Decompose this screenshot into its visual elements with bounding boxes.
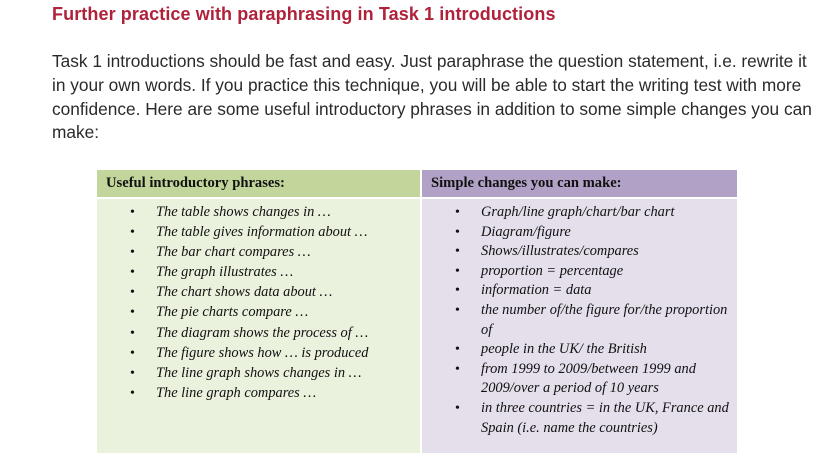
list-item: [97, 243, 414, 263]
list-item-text: The graph illustrates …: [156, 264, 294, 281]
list-item-text: in three countries = in the UK, France and Spain (i.e. name the countries): [481, 399, 729, 436]
list-item-text: The chart shows data about …: [156, 284, 333, 301]
bullet-icon: •: [455, 400, 460, 416]
bullet-icon: •: [130, 225, 135, 241]
list-item: [97, 203, 414, 223]
list-item: [422, 301, 731, 340]
useful-phrases-cell: [97, 198, 421, 453]
bullet-icon: •: [130, 385, 135, 401]
list-item-text: information = data: [481, 282, 592, 299]
useful-phrases-list: [97, 203, 414, 403]
bullet-icon: •: [130, 345, 135, 361]
list-item-text: The table gives information about …: [156, 224, 368, 241]
bullet-icon: •: [455, 205, 460, 220]
list-item: [422, 340, 731, 360]
list-item: [97, 283, 414, 303]
bullet-icon: •: [455, 283, 460, 299]
list-item: [97, 344, 414, 364]
useful-phrases-header: Useful introductory phrases:: [97, 170, 421, 198]
simple-changes-cell: [421, 198, 737, 453]
bullet-icon: •: [130, 365, 135, 381]
list-item-text: Graph/line graph/chart/bar chart: [481, 204, 675, 220]
intro-paragraph: Task 1 introductions should be fast and easy. Just paraphrase the question statement, i.e. rewrite it in your own words. If you practice this technique, you will be able to start the writing test with more confidence. Here are some useful introductory phrases in addition to some simple changes you can make:: [52, 51, 812, 143]
bullet-icon: •: [455, 302, 460, 318]
simple-changes-list: [422, 203, 731, 438]
bullet-icon: •: [130, 205, 135, 220]
page-title: Further practice with paraphrasing in Task 1 introductions: [52, 4, 556, 24]
bullet-icon: •: [130, 265, 135, 281]
list-item-text: Diagram/figure: [481, 223, 571, 240]
list-item: [97, 324, 414, 344]
bullet-icon: •: [130, 285, 135, 301]
list-item: [97, 223, 414, 243]
list-item-text: The bar chart compares …: [156, 244, 311, 261]
bullet-icon: •: [455, 361, 460, 377]
list-item: [422, 262, 731, 282]
list-item-text: proportion = percentage: [481, 262, 624, 279]
bullet-icon: •: [455, 342, 460, 358]
bullet-icon: •: [455, 244, 460, 260]
list-item: [97, 384, 414, 404]
list-item-text: The pie charts compare …: [156, 304, 309, 321]
list-item-text: The diagram shows the process of …: [156, 324, 369, 341]
bullet-icon: •: [455, 263, 460, 279]
table-header-row: [97, 170, 737, 198]
bullet-icon: •: [130, 325, 135, 341]
list-item-text: Shows/illustrates/compares: [481, 243, 639, 260]
list-item: [422, 399, 731, 438]
bullet-icon: •: [455, 224, 460, 240]
bullet-icon: •: [130, 245, 135, 261]
list-item-text: The figure shows how … is produced: [156, 344, 369, 361]
list-item-text: The table shows changes in …: [156, 204, 331, 220]
bullet-icon: •: [130, 305, 135, 321]
list-item: [97, 263, 414, 283]
phrases-table: [97, 170, 737, 453]
list-item-text: from 1999 to 2009/between 1999 and 2009/over a period of 10 years: [481, 360, 696, 397]
list-item: [422, 360, 731, 399]
simple-changes-header: Simple changes you can make:: [421, 170, 737, 198]
list-item-text: The line graph compares …: [156, 384, 317, 401]
list-item: [422, 223, 731, 243]
table-body-row: [97, 198, 737, 453]
list-item-text: the number of/the figure for/the proportion of: [481, 301, 728, 338]
list-item: [97, 364, 414, 384]
list-item-text: people in the UK/ the British: [481, 341, 647, 358]
list-item: [97, 303, 414, 323]
list-item: [422, 281, 731, 301]
list-item-text: The line graph shows changes in …: [156, 364, 362, 381]
list-item: [422, 203, 731, 223]
list-item: [422, 242, 731, 262]
